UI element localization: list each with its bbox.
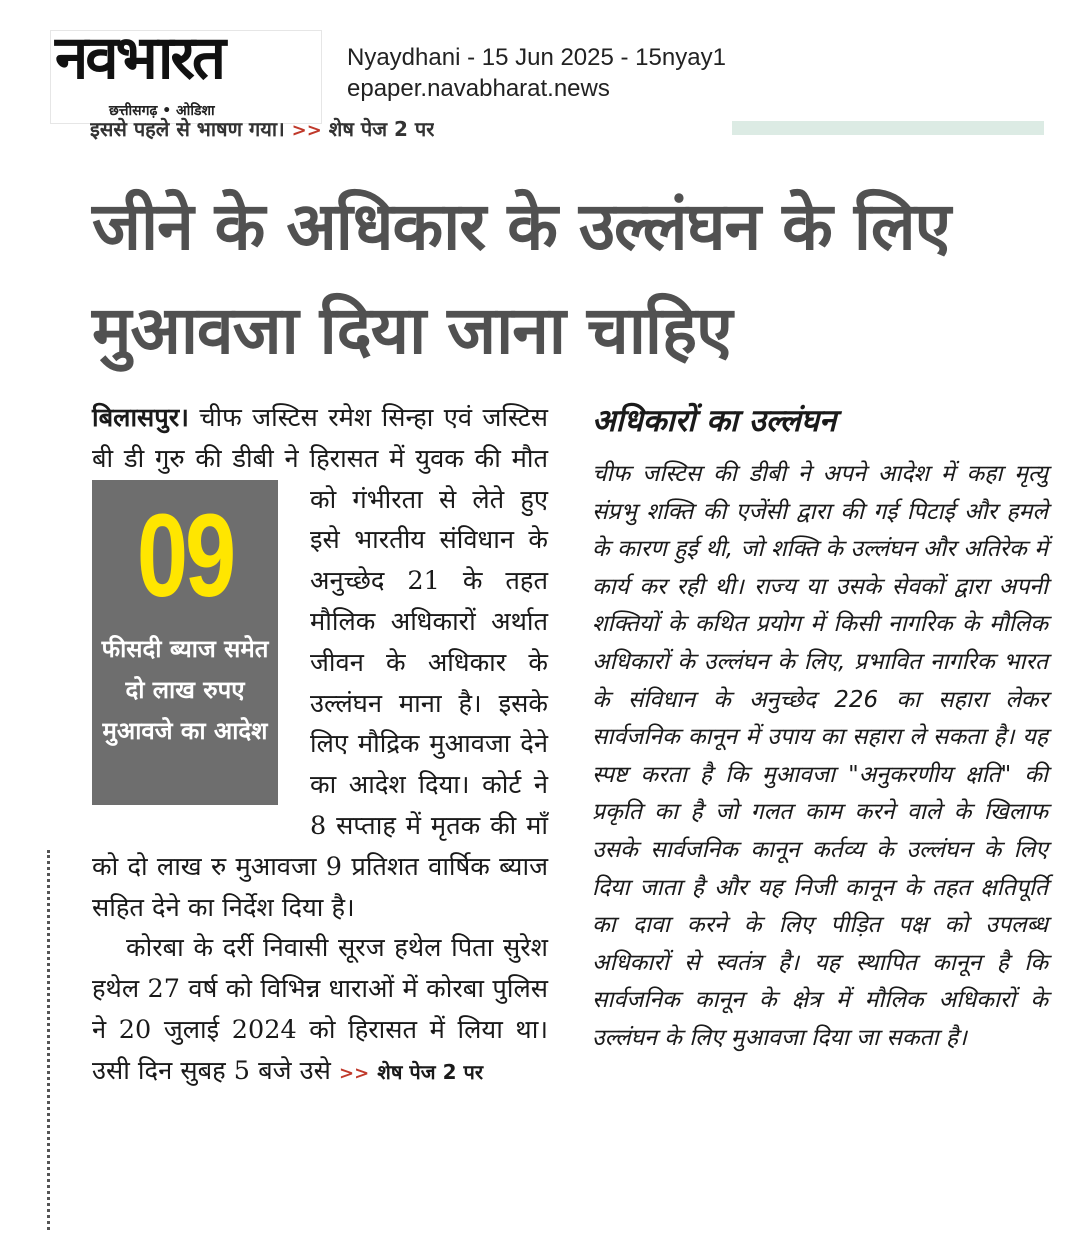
edition-line: Nyaydhani - 15 Jun 2025 - 15nyay1 [347,44,726,71]
paragraph-2-text: कोरबा के दर्री निवासी सूरज हथेल पिता सुरेश हथेल 27 वर्ष को विभिन्न धाराओं में कोरबा पुलिस ने 20 जुलाई 2024 को हिरासत में लिया था। उसी दिन सुबह 5 बजे उसे [92,933,548,1086]
previous-story-text: इससे पहले से भाषण गया। [90,117,285,141]
masthead-edition-states: छत्तीसगढ़ • ओडिशा [109,103,215,119]
dateline: बिलासपुर। [92,403,189,433]
article-paragraph-1 [92,398,548,928]
column-divider-dotted [47,850,50,1230]
headline: जीने के अधिकार के उल्लंघन के लिए मुआवजा दिया जाना चाहिए [92,188,951,369]
article-paragraph-2 [92,928,548,1094]
continued-on-page-label: शेष पेज 2 पर [328,117,435,141]
epaper-header [0,0,1080,130]
double-chevron-right-icon: >> [339,1062,370,1084]
continued-on-page-label: शेष पेज 2 पर [377,1059,484,1084]
previous-story-strip [90,117,434,141]
sidebar-body: चीफ जस्टिस की डीबी ने अपने आदेश में कहा मृत्यु संप्रभु शक्ति की एजेंसी द्वारा की गई पिटाई और हमले के कारण हुई थी, जो शक्ति के उल्लंघन और अतिरेक में कार्य कर रही थी। राज्य या उसके सेवकों द्वारा अपनी शक्तियों के कथित प्रयोग में किसी नागरिक के मौलिक अधिकारों के उल्लंघन के लिए, प्रभावित नागरिक भारत के संविधान के अनुच्छेद 226 का सहारा लेकर सार्वजनिक कानून में उपाय का सहारा ले सकता है। यह स्पष्ट करता है कि मुआवजा "अनुकरणीय क्षति" की प्रकृति का है जो गलत काम करने वाले के खिलाफ उसके सार्वजनिक कानून कर्तव्य के उल्लंघन के लिए दिया जाता है और यह निजी कानून के तहत क्षतिपूर्ति का दावा करने के लिए पीड़ित पक्ष को उपलब्ध अधिकारों से स्वतंत्र है। यह स्थापित कानून है कि सार्वजनिक कानून के क्षेत्र में मौलिक अधिकारों के उल्लंघन के लिए मुआवजा दिया जा सकता है। [592,461,1048,1051]
paragraph-1-lead: चीफ जस्टिस रमेश सिन्हा एवं जस्टिस बी डी गुरु की डीबी ने हिरासत में युवक की मौत को गंभीरता से [92,403,549,515]
article-body [92,398,548,1095]
callout-caption: फीसदी ब्याज समेत दो लाख रुपए मुआवजे का आदेश [101,634,269,745]
callout-box [92,480,278,805]
double-chevron-right-icon: >> [291,120,322,141]
decorative-strip [732,121,1044,135]
callout-number: 09 [136,489,234,622]
sidebar-heading: अधिकारों का उल्लंघन [592,403,837,439]
paragraph-1-rest: लेते हुए इसे भारतीय संविधान के अनुच्छेद 21 के तहत मौलिक अधिकारों अर्थात जीवन के अधिकार के उल्लंघन माना है। इसके लिए मौद्रिक मुआवजा देने का आदेश दिया। कोर्ट ने 8 सप्ताह में मृतक की माँ को दो लाख रु मुआवजा 9 प्रतिशत वार्षिक ब्याज सहित देने का निर्देश दिया है। [92,484,548,923]
sidebar-story [592,398,1048,1058]
masthead-title: नवभारत [55,23,224,93]
masthead-logo [50,23,322,124]
source-url: epaper.navabharat.news [347,75,610,102]
